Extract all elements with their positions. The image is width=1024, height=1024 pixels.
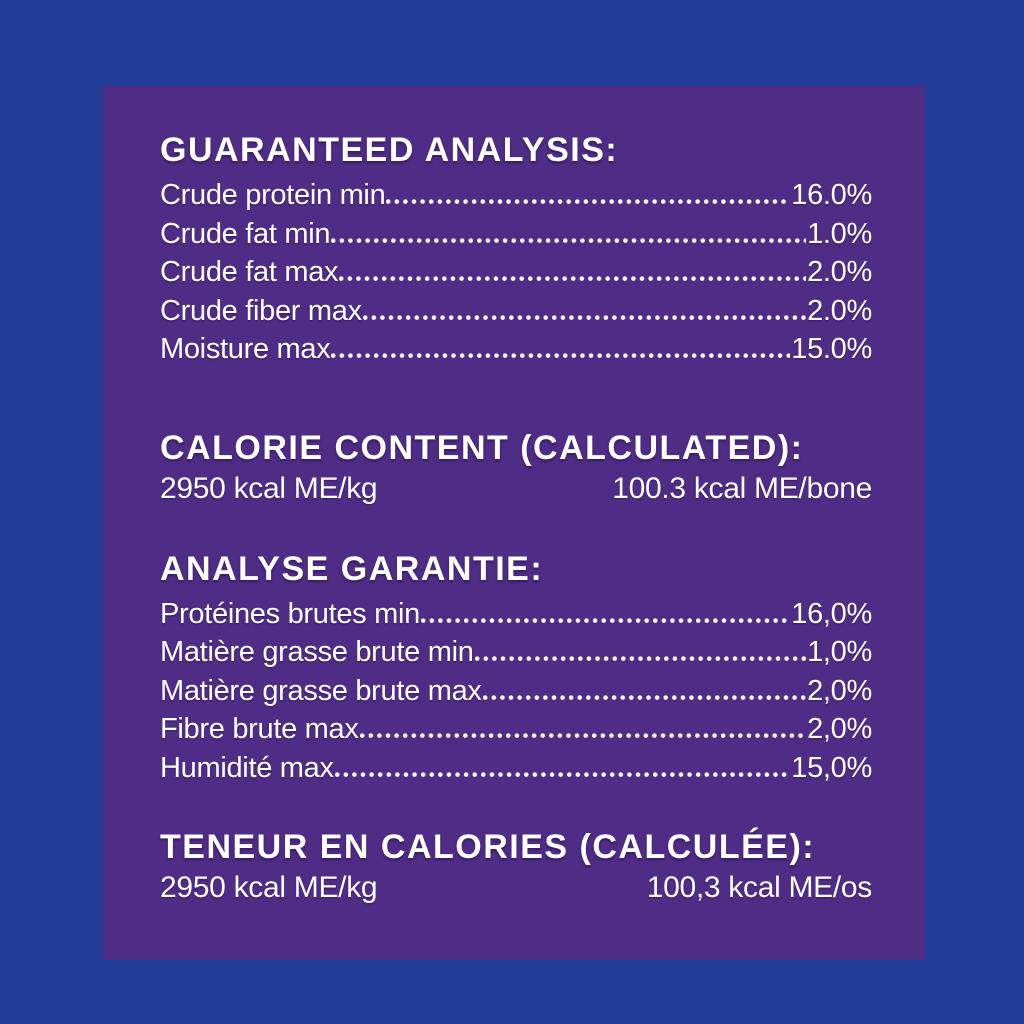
teneur-calories-values [160, 869, 872, 907]
row-label: Crude fat min [160, 217, 331, 250]
row-value: 1,0% [807, 636, 872, 668]
row-value: 2.0% [807, 294, 872, 327]
dotted-leader [483, 695, 806, 700]
analysis-row-moisture-max [160, 330, 872, 369]
calorie-content-heading: CALORIE CONTENT (CALCULATED): [160, 428, 804, 467]
row-label: Protéines brutes min [160, 597, 420, 630]
row-value: 1.0% [807, 217, 872, 250]
analysis-row-crude-fat-max [160, 253, 872, 292]
row-value: 16,0% [791, 597, 872, 630]
row-label: Moisture max [160, 333, 331, 365]
dotted-leader [421, 618, 790, 623]
row-label: Humidité max [160, 751, 334, 784]
analysis-row-fibre-brute-max [160, 710, 872, 749]
row-label: Fibre brute max [160, 713, 359, 745]
analysis-row-matiere-grasse-brute-min [160, 633, 872, 672]
row-value: 15,0% [791, 751, 872, 784]
dotted-leader [335, 772, 791, 777]
analyse-garantie-rows [160, 595, 872, 788]
row-value: 2.0% [807, 256, 872, 288]
guaranteed-analysis-rows [160, 176, 872, 369]
row-label: Crude protein min [160, 179, 386, 211]
row-value: 16.0% [791, 179, 872, 211]
row-label: Crude fiber max [160, 294, 362, 327]
nutrition-label-panel [103, 86, 925, 960]
analysis-row-crude-fat-min [160, 215, 872, 254]
dotted-leader [475, 656, 807, 661]
dotted-leader [363, 315, 806, 320]
calorie-per-kg: 2950 kcal ME/kg [160, 471, 378, 505]
analysis-row-proteines-brutes-min [160, 595, 872, 634]
row-label: Crude fat max [160, 256, 339, 288]
guaranteed-analysis-heading: GUARANTEED ANALYSIS: [160, 131, 619, 169]
row-value: 2,0% [807, 674, 872, 707]
calorie-content-values [160, 470, 872, 508]
row-value: 15.0% [791, 333, 872, 365]
calorie-per-bone: 100.3 kcal ME/bone [612, 471, 872, 505]
row-label: Matière grasse brute min [160, 636, 474, 668]
dotted-leader [360, 733, 807, 738]
row-label: Matière grasse brute max [160, 674, 482, 707]
row-value: 2,0% [807, 713, 872, 745]
analysis-row-crude-fiber-max [160, 292, 872, 331]
calorie-per-kg-fr: 2950 kcal ME/kg [160, 871, 378, 904]
analysis-row-crude-protein-min [160, 176, 872, 215]
analyse-garantie-heading: ANALYSE GARANTIE: [160, 549, 544, 588]
dotted-leader [339, 276, 806, 281]
dotted-leader [331, 353, 790, 358]
analysis-row-humidite-max [160, 749, 872, 788]
dotted-leader [331, 238, 806, 243]
analysis-row-matiere-grasse-brute-max [160, 672, 872, 711]
dotted-leader [386, 199, 790, 204]
calorie-per-os-fr: 100,3 kcal ME/os [646, 871, 872, 904]
teneur-calories-heading: TENEUR EN CALORIES (CALCULÉE): [160, 828, 816, 866]
